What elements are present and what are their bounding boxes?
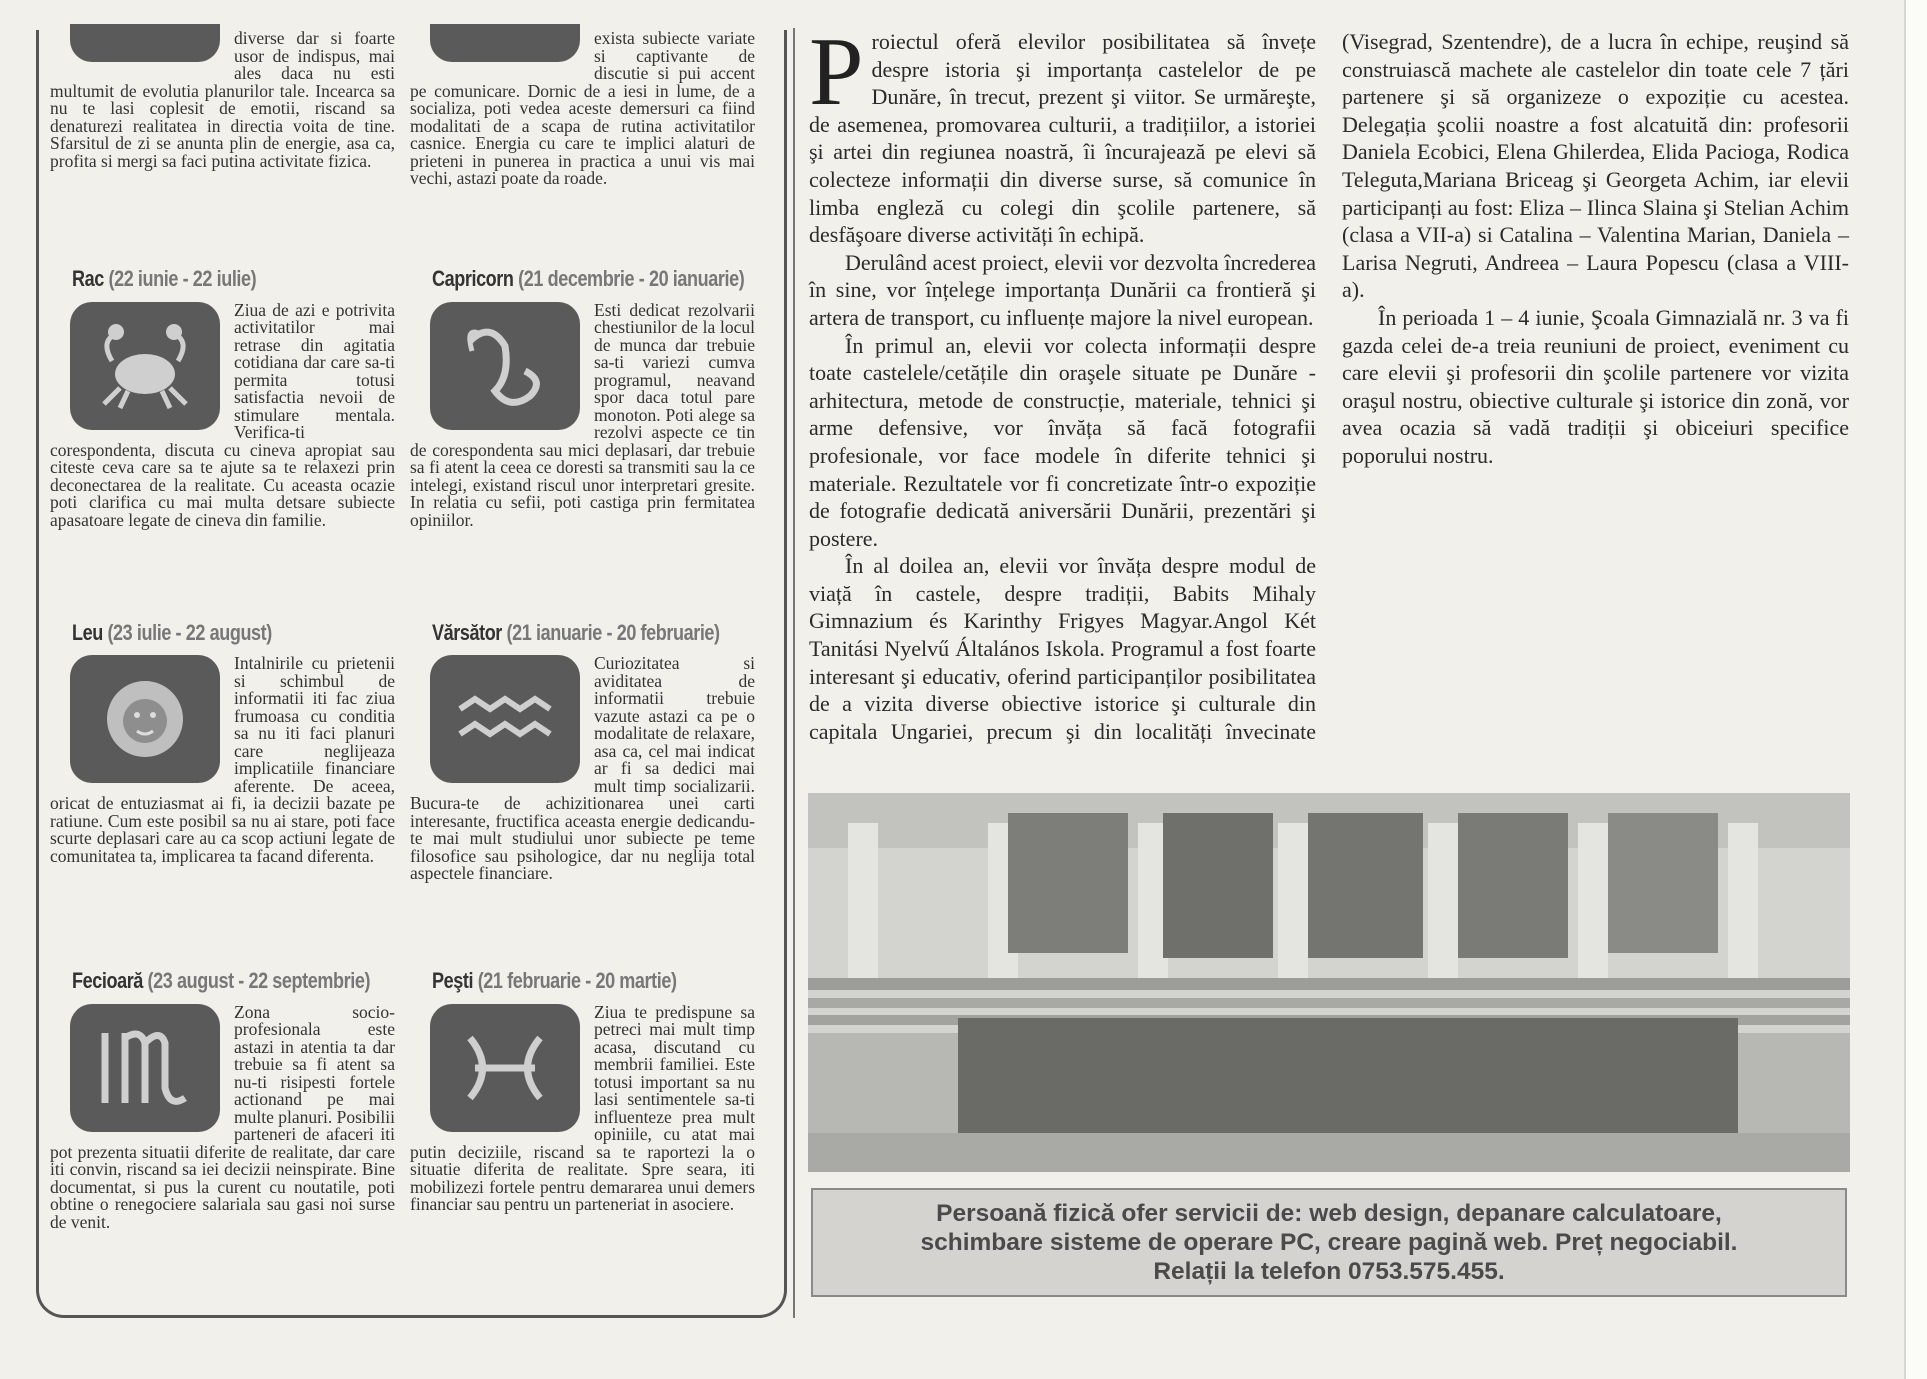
group-photo (808, 793, 1850, 1172)
article-body (809, 18, 1849, 758)
sign-text-fecioara: Zona socio-profesionala este astazi in atentia ta dar trebuie sa fi atent sa nu-ti risipesti fortele actionand pe mai multe planuri. Posibilii parteneri de afaceri iti pot prezenta situatii diferite de realitate, dar care iti convin, riscand sa iei decizii neinspirate. Bine documentat, si pus la curent cu noutatile, poti obtine o renegociere salariala sau gasi noi surse de venit. (50, 1001, 395, 1232)
sign-text-leu: Intalnirile cu prietenii si schimbul de informatii iti fac ziua frumoasa cu conditia sa nu iti faci planuri care neglijeaza implicatiile financiare aferente. De aceea, oricat de entuziasmat ai fi, ia decizii bazate pe ratiune. Cum este posibil sa nu ai stare, poti face scurte deplasari care au ca scop actiuni legate de comunitatea ta, implicarea ta facand diferenta. (50, 653, 395, 866)
article-paragraph: În primul an, elevii vor colecta informații despre toate castelele/cetățile din oraşele situate pe Dunăre - arhitectura, metode de construcție, materiale, tehnici şi arme defensive, vor învăța să facă fotografii profesionale, vor face modele în diferite tehnici şi materiale. Rezultatele vor fi concretizate într-o expoziție de fotografie dedicată aniversării Dunării, prezentări şi postere. (809, 332, 1316, 551)
sign-heading-leu (72, 619, 337, 645)
sign-name: Capricorn (432, 266, 514, 291)
article-paragraph: Derulând acest proiect, elevii vor dezvolta încrederea în sine, vor înțelege importanța Dunării ca frontieră şi artera de transport, cu influențe majore la nivel european. (809, 249, 1316, 330)
sign-name: Vărsător (432, 619, 502, 645)
sign-block-capricorn (410, 299, 755, 612)
lion-icon (70, 655, 220, 783)
article-paragraph: În al doilea an, elevii vor învăța despre modul de viață în castele, despre tradiții, Babits Mihaly Gimnazium és Karinthy Frigyes Magyar.Angol Két Tanitási Nyelvű Általános Iskola. Programul a fost foarte interesant şi educativ, oferind participanților posibilitatea de a vizita diverse obiective istorice şi culturale din capitala Ungariei, precum şi din localități învecinate (Visegrad, Szentendre), de a lucra în echipe, reuşind să construiască machete ale castelelor din toate cele 7 țări partenere şi să organizeze o expoziție cu acestea. Delegația şcolii noastre a fost alcatuită din: profesorii Daniela Ecobici, Elena Ghilerdea, Elida Pacioga, Rodica Teleguta,Mariana Briceag şi Georgeta Achim, iar elevii participanți au fost: Eliza – Ilinca Slaina şi Stelian Achim (clasa a VII-a) si Catalina – Valentina Marian, Daniela – Larisa Negruti, Andreea – Laura Popescu (clasa a VIII-a). (809, 29, 1849, 744)
sign-heading-varsator (432, 619, 720, 645)
horoscope-intro-text: diverse dar si foarte usor de indispus, mai ales daca nu esti multumit de evolutia planurilor tale. Incearca sa nu te lasi coplesit de emotii, riscand sa denaturezi realitatea in directia voita de tine. Sfarsitul de zi se anunta plin de energie, asa ca, profita si mergi sa faci putina activitate fizica. (50, 28, 395, 171)
sign-heading-rac (72, 266, 337, 291)
ad-line: Persoană fizică ofer servicii de: web design, depanare calculatoare, (936, 1200, 1722, 1227)
group-photo-illustration (808, 793, 1850, 1172)
sign-heading-capricorn (432, 266, 745, 291)
sign-text-capricorn: Esti dedicat rezolvarii chestiunilor de la locul de munca dar trebuie sa-ti variezi cumva programul, neavand spor daca totul pare monoton. Poti alege sa rezolvi aspecte ce tin de corespondenta sau mici deplasari, dar trebuie sa fi atent la ceea ce doresti sa transmiti sau la ce intelegi, existand riscul unor interpretari gresite. In relatia cu sefii, poti castiga prin fermitatea opiniilor. (410, 299, 755, 530)
sign-text-rac: Ziua de azi e potrivita activitatilor mai retrase din agitatia cotidiana dar care sa-ti permita totusi satisfactia nevoii de stimulare mentala. Verifica-ti corespondenta, discuta cu cineva apropiat sau citeste ceva care sa te ajute sa te relaxezi prin deconectarea de la realitate. Cu aceasta ocazie poti clarifica cu mai multa detsare subiecte apasatoare legate de cineva din familie. (50, 299, 395, 530)
sign-icon-partial (430, 24, 580, 62)
capricorn-icon (430, 302, 580, 430)
sign-name: Peşti (432, 968, 474, 993)
sign-block-varsator (410, 655, 755, 960)
ad-line: schimbare sisteme de operare PC, creare pagină web. Preț negociabil. (920, 1229, 1738, 1256)
sign-dates: (23 august - 22 septembrie) (147, 968, 371, 993)
aquarius-icon (430, 655, 580, 783)
sign-name: Rac (72, 266, 104, 291)
sign-block-leu (50, 655, 395, 960)
classified-ad (811, 1188, 1847, 1297)
virgo-icon (70, 1004, 220, 1132)
horoscope-intro-text: exista subiecte variate si captivante de discutie si pui accent pe comunicare. Dornic de a iesi in lume, de a socializa, poti vedea aceste demersuri ca fiind modalitati de a scapa de rutina activitatilor casnice. Energia cu care te implici alaturi de prieteni in punerea in practica a unui vis mai vechi, astazi poate da roade. (410, 28, 755, 188)
sign-name: Fecioară (72, 968, 143, 993)
sign-dates: (22 iunie - 22 iulie) (108, 266, 257, 291)
drop-cap: P (809, 18, 864, 126)
horoscope-column-right (410, 30, 755, 1364)
article-paragraph: În perioada 1 – 4 iunie, Şcoala Gimnazială nr. 3 va fi gazda celei de-a treia reuniuni de proiect, eveniment cu care elevii şi profesorii din şcolile partenere vor vizita oraşul nostru, obiective culturale şi istorice din zonă, vor avea ocazia să vadă tradiții şi obiceiuri specifice poporului nostru. (1342, 304, 1849, 468)
sign-name: Leu (72, 619, 103, 645)
article-paragraph: Proiectul oferă elevilor posibilitatea să învețe despre istoria şi importanța castelelor de pe Dunăre, în trecut, prezent şi viitor. Se urmăreşte, de asemenea, promovarea culturii, a tradițiilor, a istoriei şi artei din regiunea noastră, îi încurajează pe elevi să colecteze informații din diverse surse, să comunice în limba engleză cu colegi din şcolile partenere, să desfăşoare diverse activități în echipă. (809, 18, 1316, 248)
horoscope-column-left (50, 30, 395, 1364)
sign-text-pesti: Ziua te predispune sa petreci mai mult timp acasa, discutand cu membrii familiei. Este totusi important sa nu lasi sentimentele sa-ti influenteze prea mult opiniile, cu atat mai putin deciziile, riscand sa te raportezi la o situatie diferita de realitate. Spre seara, iti mobilizezi fortele pentru demararea unui demers financiar sau pentru un parteneriat in asociere. (410, 1001, 755, 1214)
crab-icon (70, 302, 220, 430)
sign-block-pesti (410, 1001, 755, 1364)
sign-heading-fecioara (72, 968, 371, 993)
horoscope-top-block (50, 30, 395, 258)
pisces-icon (430, 1004, 580, 1132)
sign-text-varsator: Curiozitatea si aviditatea de informatii trebuie vazute astazi ca pe o modalitate de relaxare, asa ca, cel mai indicat ar fi sa dedici mai mult timp socializarii. Bucura-te de achizitionarea unei carti interesante, fructifica aceasta energie dedicandu-te mai mult studiului unor subiecte pe teme filosofice sau psihologice, dar nu neglija total aspectele financiare. (410, 653, 755, 883)
ad-phone-line: Relații la telefon 0753.575.455. (1153, 1258, 1505, 1285)
section-divider (793, 28, 795, 1318)
sign-dates: (21 decembrie - 20 ianuarie) (518, 266, 745, 291)
sign-heading-pesti (432, 968, 697, 993)
sign-icon-partial (70, 24, 220, 62)
sign-dates: (21 februarie - 20 martie) (477, 968, 677, 993)
sign-block-fecioara (50, 1001, 395, 1364)
sign-dates: (21 ianuarie - 20 februarie) (506, 619, 720, 645)
sign-block-rac (50, 299, 395, 612)
sign-dates: (23 iulie - 22 august) (107, 619, 272, 645)
horoscope-top-block (410, 30, 755, 258)
